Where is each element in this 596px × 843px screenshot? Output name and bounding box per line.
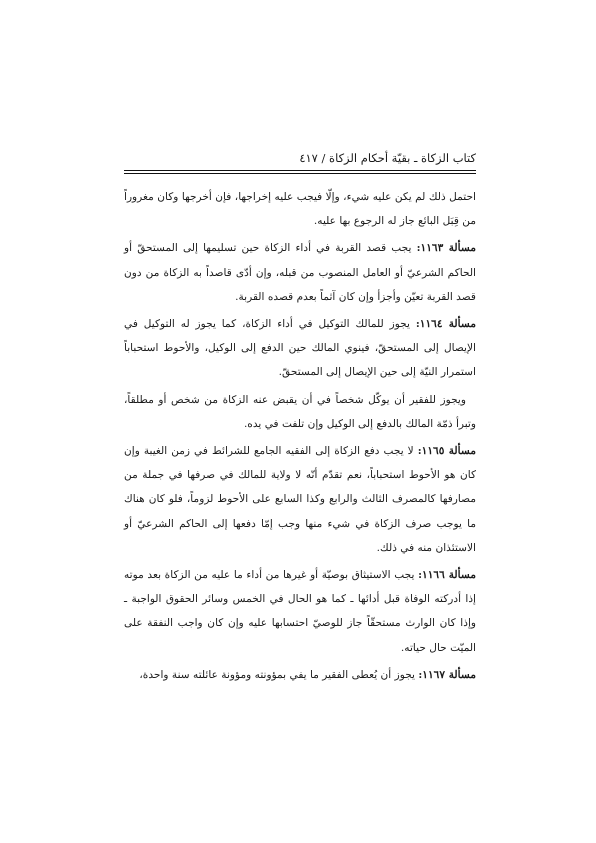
- page-body: [124, 185, 476, 687]
- issue-label: مسألة ١١٦٧:: [418, 668, 476, 681]
- issue-1167: [124, 663, 476, 687]
- header-rule-thin: [124, 173, 476, 174]
- issue-label: مسألة ١١٦٥:: [417, 445, 477, 458]
- issue-1165: [124, 439, 476, 560]
- issue-1166: [124, 563, 476, 660]
- paragraph-text: يجب الاستيثاق بوصيّة أو غيرها من أداء ما عليه من الزكاة بعد موته إذا أدركته الوفاة قبل أدائها ـ كما هو الحال في الخمس وسائر الحقوق الواجبة ـ وإذا كان الوارث مستحقّاً جاز للوصيّ احتسابها عليه وإن كان واجب النفقة على الميّت حال حياته.: [124, 569, 476, 654]
- paragraph-continuation: [124, 185, 476, 233]
- issue-1163: [124, 236, 476, 309]
- book-page: [124, 150, 476, 690]
- paragraph-text: يجوز للمالك التوكيل في أداء الزكاة، كما يجوز له التوكيل في الإيصال إلى المستحقّ، فينوي المالك حين الدفع إلى الوكيل، والأحوط استحباباً استمرار النيّة إلى حين الإيصال إلى المستحقّ.: [124, 318, 476, 379]
- running-header: كتاب الزكاة ـ بقيّة أحكام الزكاة / ٤١٧: [299, 151, 476, 165]
- issue-1164: [124, 312, 476, 385]
- header-rule-thick: [124, 170, 476, 171]
- issue-label: مسألة ١١٦٤:: [415, 318, 476, 331]
- paragraph-text: يجوز أن يُعطى الفقير ما يفي بمؤونته ومؤونة عائلته سنة واحدة،: [139, 668, 419, 681]
- issue-label: مسألة ١١٦٣:: [416, 242, 477, 255]
- issue-label: مسألة ١١٦٦:: [418, 569, 476, 582]
- paragraph-text: يجب قصد القربة في أداء الزكاة حين تسليمها إلى المستحقّ أو الحاكم الشرعيّ أو العامل المنصوب من قبله، وإن أدّى قاصداً به الزكاة من دون قصد القربة تعيّن وأجزأ وإن كان آثماً بعدم قصده القربة.: [124, 242, 476, 303]
- paragraph-text: لا يجب دفع الزكاة إلى الفقيه الجامع للشرائط في زمن الغيبة وإن كان هو الأحوط استحباباً، نعم تقدّم أنّه لا ولاية للمالك في صرفها في جملة من مصارفها كالمصرف الثالث والرابع وكذا السابع على الأحوط لزوماً، فلو كان هناك ما يوجب صرف الزكاة في شيء منها وجب إمّا دفعها إلى الحاكم الشرعيّ أو الاستئذان منه في ذلك.: [124, 445, 476, 554]
- paragraph-text: احتمل ذلك لم يكن عليه شيء، وإلّا فيجب عليه إخراجها، فإن أخرجها وكان مغروراً من قِبَل البائع جاز له الرجوع بها عليه.: [124, 191, 476, 228]
- paragraph-text: ويجوز للفقير أن يوكّل شخصاً في أن يقبض عنه الزكاة من شخص أو مطلقاً، وتبرأ ذمّة المالك بالدفع إلى الوكيل وإن تلفت في يده.: [124, 393, 476, 430]
- paragraph-faqir-proxy: [124, 388, 476, 436]
